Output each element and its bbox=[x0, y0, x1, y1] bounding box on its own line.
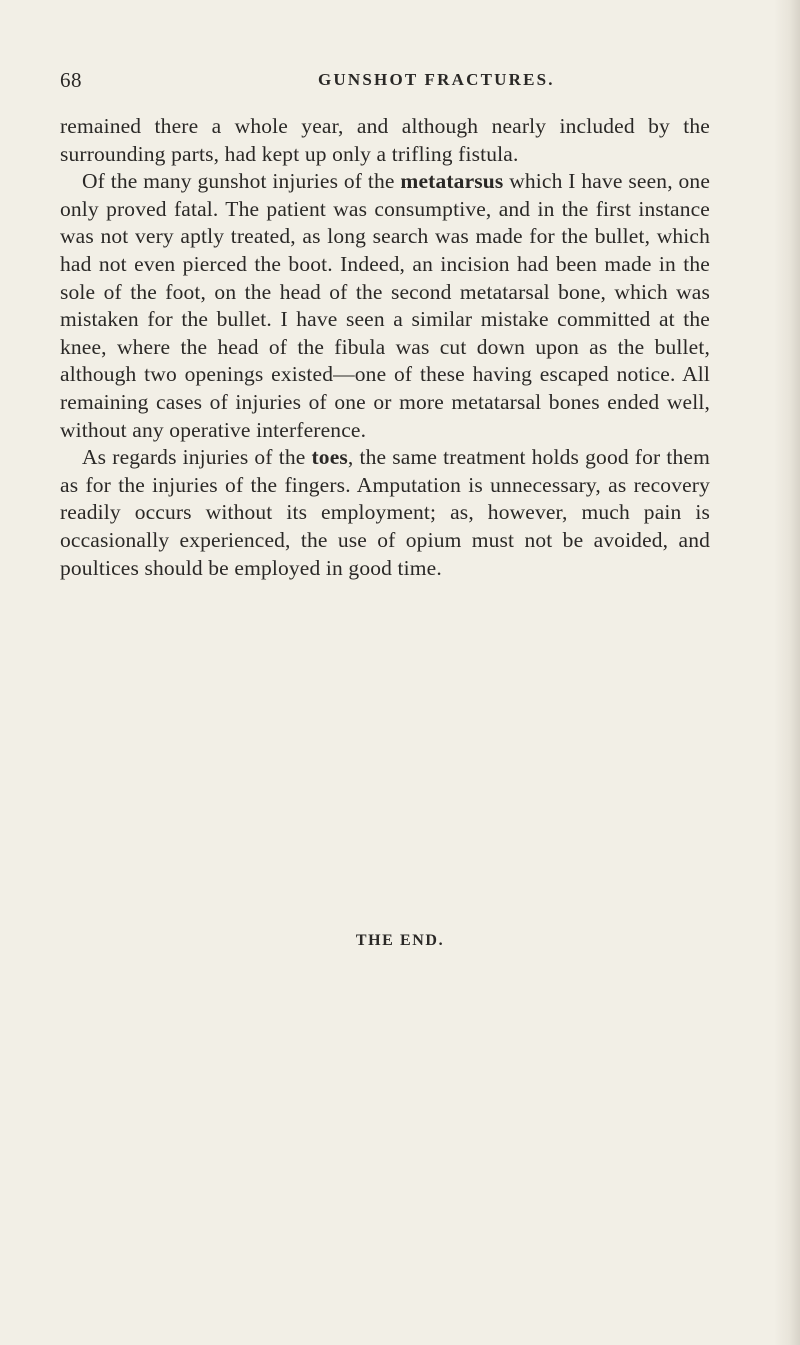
running-head: GUNSHOT FRACTURES. bbox=[318, 70, 555, 89]
paragraph-text-after: which I have seen, one only proved fatal. The patient was consumptive, and in the first instance was not very aptly treated, as long search was made for the bullet, which had not even pierced the boot. Indeed, an incision had been made in the sole of the foot, on the head of the second metatarsal bone, which was mistaken for the bullet. I have seen a similar mistake committed at the knee, where the head of the fibula was cut down upon as the bullet, although two openings existed—one of these having escaped notice. All remaining cases of injuries of one or more metatarsal bones ended well, without any operative interference. bbox=[60, 169, 711, 442]
paragraph-emphasis: toes bbox=[311, 445, 348, 470]
the-end-label: THE END. bbox=[355, 932, 445, 949]
paragraph-emphasis: metatarsus bbox=[400, 169, 504, 194]
paragraph-text: remained there a whole year, and although nearly included by the surrounding parts, had kept up only a trifling fistula. bbox=[60, 114, 710, 166]
paragraph-continuation bbox=[60, 113, 710, 168]
paragraph-text-before: As regards injuries of the bbox=[82, 445, 312, 470]
page-edge-shadow bbox=[774, 0, 800, 1345]
page-header bbox=[60, 68, 740, 92]
body-text bbox=[60, 113, 710, 582]
paragraph-toes bbox=[60, 444, 710, 582]
paragraph-text-before: Of the many gunshot injuries of the bbox=[82, 169, 401, 194]
paragraph-metatarsus bbox=[60, 168, 710, 444]
page-number: 68 bbox=[60, 68, 82, 92]
paragraph-text-after: , the same treatment holds good for them as for the injuries of the fingers. Amputation is unnecessary, as recovery readily occurs without its employment; as, however, much pain is occasionally experienced, the use of opium must not be avoided, and poultices should be employed in good time. bbox=[60, 445, 710, 580]
